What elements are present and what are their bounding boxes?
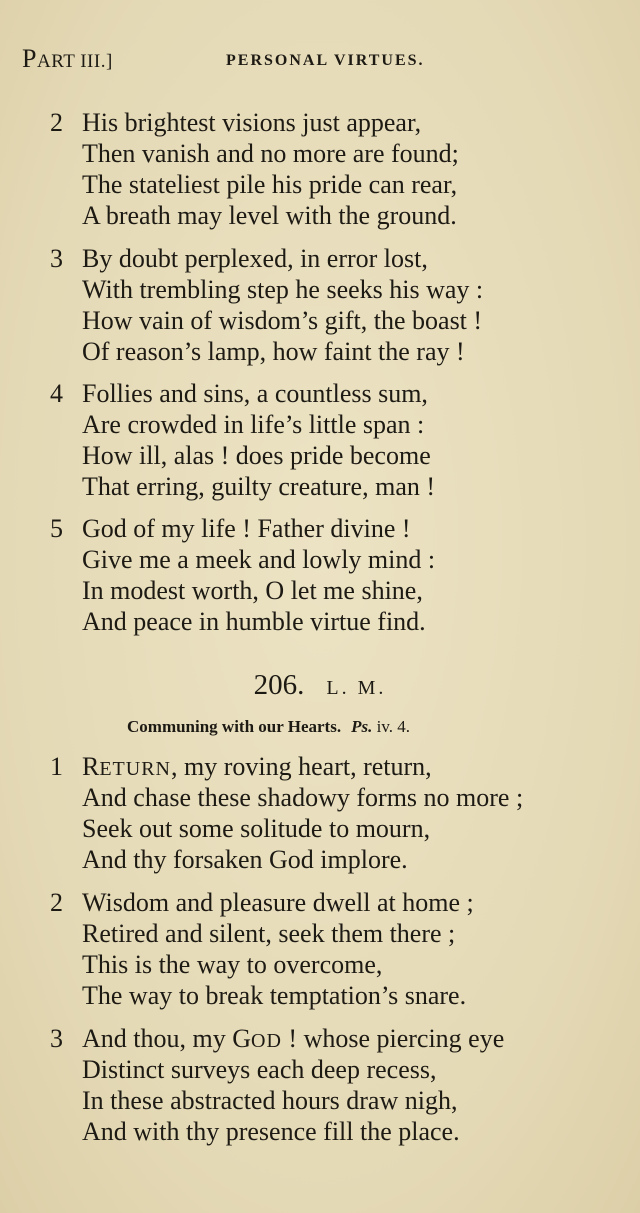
stanza: [50, 243, 483, 367]
verse-line: His brightest visions just appear,: [82, 108, 422, 137]
verse-line: Of reason’s lamp, how faint the ray !: [82, 337, 465, 366]
hymn-meter: L. M.: [326, 677, 387, 699]
verse-line: Wisdom and pleasure dwell at home ;: [82, 888, 474, 917]
verse-line: By doubt perplexed, in error lost,: [82, 244, 428, 273]
verse-line: This is the way to overcome,: [82, 950, 383, 979]
running-title: PERSONAL VIRTUES.: [226, 52, 425, 69]
verse-line: And with thy presence fill the place.: [82, 1117, 460, 1146]
verse-line: And thou, my GOD ! whose piercing eye: [82, 1024, 505, 1053]
stanza: [50, 751, 523, 875]
verse-line: God of my life ! Father divine !: [82, 514, 411, 543]
scripture-reference: Ps. iv. 4.: [351, 717, 410, 736]
page-header: [22, 44, 620, 80]
stanza-number: 4: [50, 379, 63, 408]
stanza: [50, 107, 459, 231]
hymn-subtitle: Communing with our Hearts. Ps. iv. 4.: [127, 717, 410, 736]
verse-line: In modest worth, O let me shine,: [82, 576, 423, 605]
verse-line: Distinct surveys each deep recess,: [82, 1055, 437, 1084]
stanza: [50, 378, 435, 502]
verse-line: The stateliest pile his pride can rear,: [82, 170, 458, 199]
part-label: PART III.]: [22, 44, 113, 73]
verse-line: That erring, guilty creature, man !: [82, 472, 436, 501]
verse-line: Seek out some solitude to mourn,: [82, 814, 431, 843]
stanza-number: 1: [50, 752, 63, 781]
verse-line: Follies and sins, a countless sum,: [82, 379, 428, 408]
verse-line: And peace in humble virtue find.: [82, 607, 426, 636]
verse-line: With trembling step he seeks his way :: [82, 275, 484, 304]
verse-line: How vain of wisdom’s gift, the boast !: [82, 306, 483, 335]
stanza: [50, 887, 474, 1011]
verse-line: In these abstracted hours draw nigh,: [82, 1086, 458, 1115]
verse-line: And chase these shadowy forms no more ;: [82, 783, 524, 812]
hymn-number: 206.: [253, 669, 305, 701]
verse-line: How ill, alas ! does pride become: [82, 441, 431, 470]
hymn-heading: [0, 669, 640, 702]
verse-line: A breath may level with the ground.: [82, 201, 457, 230]
verse-line: Are crowded in life’s little span :: [82, 410, 425, 439]
verse-line: The way to break temptation’s snare.: [82, 981, 467, 1010]
verse-line: RETURN, my roving heart, return,: [82, 752, 432, 781]
verse-line: And thy forsaken God implore.: [82, 845, 408, 874]
stanza: [50, 1023, 504, 1147]
stanza-number: 3: [50, 244, 63, 273]
stanza-number: 3: [50, 1024, 63, 1053]
stanza-number: 2: [50, 108, 63, 137]
stanza: [50, 513, 435, 637]
verse-line: Retired and silent, seek them there ;: [82, 919, 456, 948]
verse-line: Then vanish and no more are found;: [82, 139, 459, 168]
stanza-number: 5: [50, 514, 63, 543]
stanza-number: 2: [50, 888, 63, 917]
verse-line: Give me a meek and lowly mind :: [82, 545, 436, 574]
